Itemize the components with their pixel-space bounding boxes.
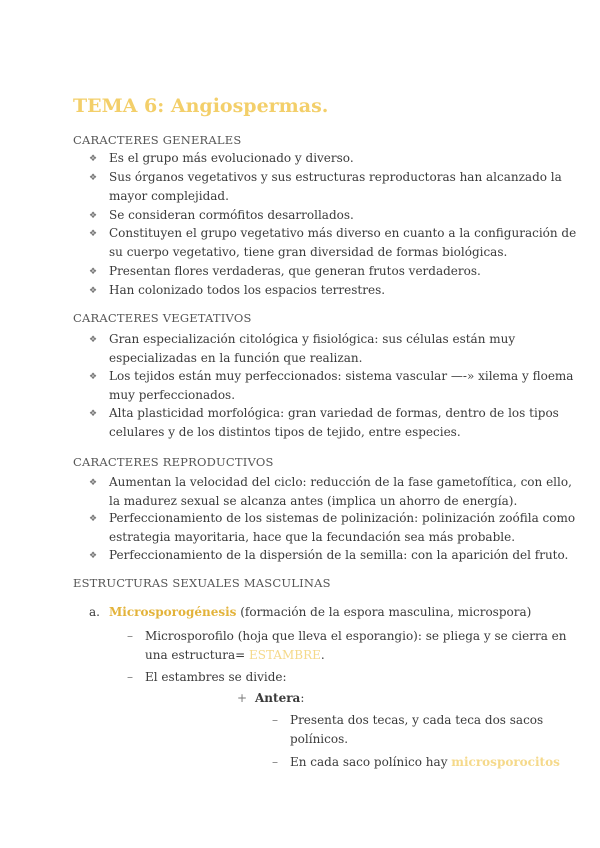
bullet-icon: ❖ (89, 267, 98, 277)
term-microsporogenesis: Microsporogénesis (109, 605, 237, 619)
list-item-generales-4-cont: su cuerpo vegetativo, tiene gran diversidad de formas biológicas. (109, 245, 508, 259)
list-item-vegetativos-2: Los tejidos están muy perfeccionados: sistema vascular —-» xilema y floema (109, 369, 574, 383)
ordered-item-microsporogenesis (109, 605, 531, 619)
list-item-vegetativos-1-cont: especializadas en la función que realizan. (109, 351, 363, 365)
antera-detail-tecas-cont: polínicos. (290, 732, 349, 746)
bullet-icon: ❖ (89, 409, 98, 419)
sub-item-microsporofilo: Microsporofilo (hoja que lleva el esporangio): se pliega y se cierra en (145, 629, 567, 643)
antera-detail-text: En cada saco polínico hay (290, 755, 452, 769)
list-item-generales-2-cont: mayor complejidad. (109, 189, 229, 203)
bullet-icon: ❖ (89, 514, 98, 524)
antera-detail-tecas: Presenta dos tecas, y cada teca dos sacos (290, 713, 544, 727)
bullet-icon: ❖ (89, 211, 98, 221)
sub-item-microsporofilo-cont (145, 648, 325, 662)
list-item-reproductivos-2-cont: estrategia mayoritaria, hace que la fecundación sea más probable. (109, 530, 516, 544)
list-item-reproductivos-2: Perfeccionamiento de los sistemas de polinización: polinización zoófila como (109, 511, 576, 525)
bullet-icon: ❖ (89, 154, 98, 164)
sub-item-text-end: . (320, 648, 325, 662)
sub-item-text: una estructura= (145, 648, 250, 662)
term-antera: Antera (255, 691, 301, 705)
list-item-generales-4: Constituyen el grupo vegetativo más diverso en cuanto a la configuración de (109, 226, 577, 240)
bullet-icon: ❖ (89, 478, 98, 488)
dash-icon: – (127, 670, 133, 684)
section-heading-reproductivos: CARACTERES REPRODUCTIVOS (73, 455, 274, 469)
list-item-vegetativos-1: Gran especialización citológica y fisiológica: sus células están muy (109, 332, 516, 346)
dash-icon: – (272, 713, 278, 727)
section-heading-vegetativos: CARACTERES VEGETATIVOS (73, 311, 252, 325)
bullet-icon: ❖ (89, 372, 98, 382)
list-item-vegetativos-2-cont: muy perfeccionados. (109, 388, 236, 402)
sub-item-estambres: El estambres se divide: (145, 670, 287, 684)
list-item-generales-5: Presentan flores verdaderas, que generan frutos verdaderos. (109, 264, 481, 278)
term-microsporocitos: microsporocitos (451, 755, 560, 769)
page-title: TEMA 6: Angiospermas. (73, 95, 329, 117)
bullet-icon: ❖ (89, 229, 98, 239)
item-description: (formación de la espora masculina, microspora) (236, 605, 532, 619)
list-item-reproductivos-1: Aumentan la velocidad del ciclo: reducción de la fase gametofítica, con ello, (109, 475, 572, 489)
section-heading-generales: CARACTERES GENERALES (73, 133, 242, 147)
plus-icon: + (237, 691, 248, 705)
list-item-generales-3: Se consideran cormófitos desarrollados. (109, 208, 354, 222)
section-heading-masculinas: ESTRUCTURAS SEXUALES MASCULINAS (73, 576, 331, 590)
antera-colon: : (300, 691, 305, 705)
dash-icon: – (272, 755, 278, 769)
bullet-icon: ❖ (89, 335, 98, 345)
list-item-generales-2: Sus órganos vegetativos y sus estructuras reproductoras han alcanzado la (109, 170, 562, 184)
dash-icon: – (127, 629, 133, 643)
term-estambre: ESTAMBRE (249, 648, 321, 662)
list-item-generales-1: Es el grupo más evolucionado y diverso. (109, 151, 354, 165)
antera-detail-saco (290, 755, 560, 769)
list-item-vegetativos-3: Alta plasticidad morfológica: gran variedad de formas, dentro de los tipos (109, 406, 559, 420)
ordered-item-marker: a. (89, 605, 100, 619)
bullet-icon: ❖ (89, 551, 98, 561)
list-item-vegetativos-3-cont: celulares y de los distintos tipos de tejido, entre especies. (109, 425, 461, 439)
list-item-reproductivos-1-cont: la madurez sexual se alcanza antes (implica un ahorro de energía). (109, 494, 518, 508)
bullet-icon: ❖ (89, 286, 98, 296)
bullet-icon: ❖ (89, 173, 98, 183)
sub-sub-item-antera (255, 691, 304, 705)
list-item-reproductivos-3: Perfeccionamiento de la dispersión de la semilla: con la aparición del fruto. (109, 548, 569, 562)
list-item-generales-6: Han colonizado todos los espacios terrestres. (109, 283, 386, 297)
